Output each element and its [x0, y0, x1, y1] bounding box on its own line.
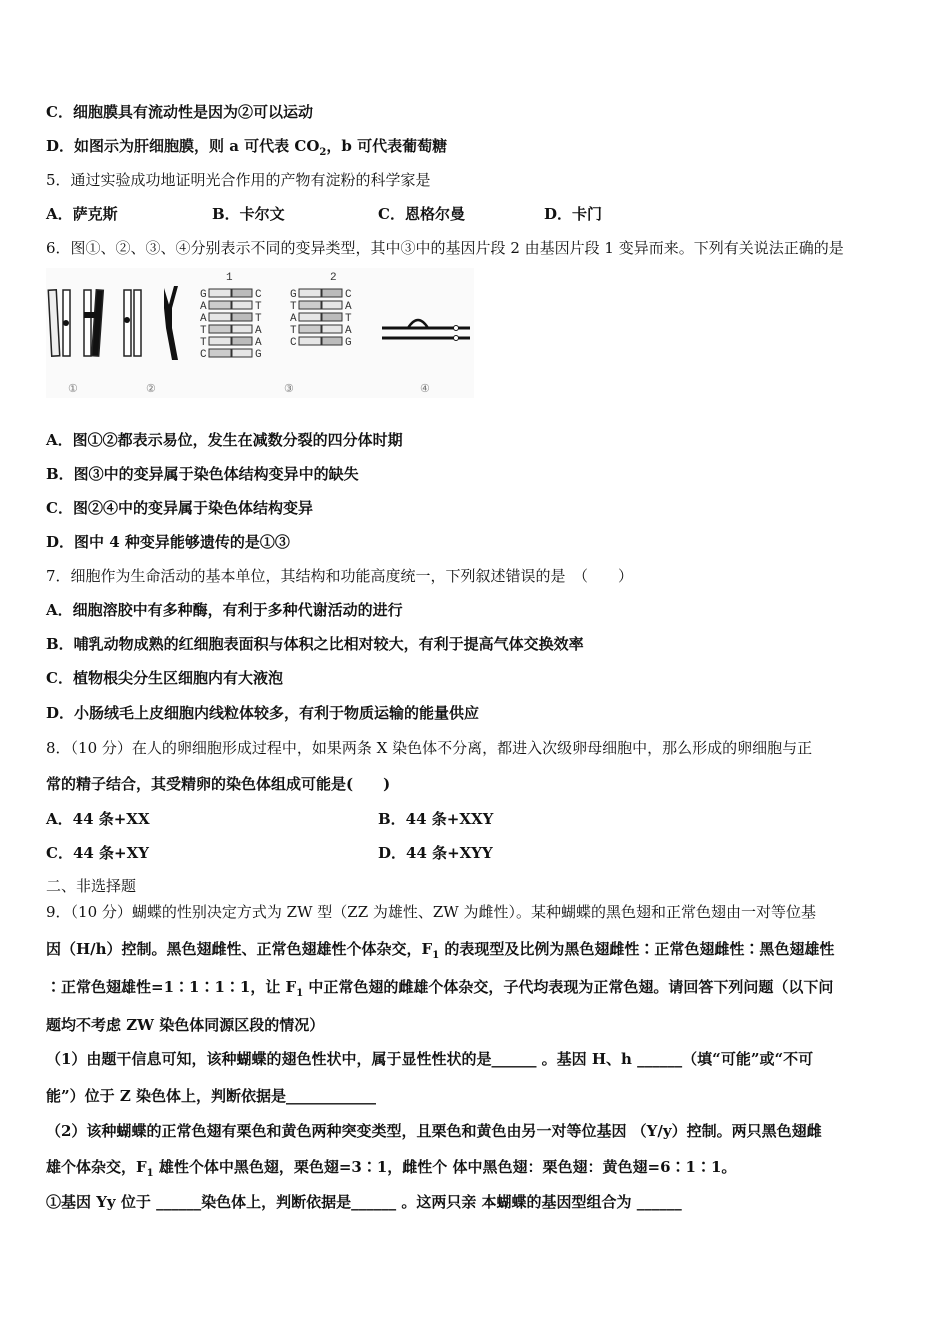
option-d-text-2: ，b 可代表葡萄糖 [326, 137, 448, 155]
question-9-part-1: （1）由题干信息可知，该种蝴蝶的翅色性状中，属于显性性状的是______ 。基因 H、h ______（填“可能”或“不可 [46, 1050, 814, 1068]
question-9-part-2-cont [46, 1157, 736, 1184]
base-block [299, 337, 321, 345]
option-d-text: D．如图示为肝细胞膜，则 a 可代表 CO [46, 137, 320, 155]
base-letter: C [255, 289, 262, 301]
subscript: 1 [146, 1168, 154, 1179]
base-letter: G [200, 289, 207, 301]
base-block [209, 301, 231, 309]
base-letter: G [290, 289, 297, 301]
figure-label-4: ④ [420, 384, 430, 396]
base-block [209, 313, 231, 321]
q7-option-a: A．细胞溶胶中有多种酶，有利于多种代谢活动的进行 [46, 601, 403, 619]
base-letter: A [345, 325, 352, 337]
subscript: 1 [296, 988, 304, 999]
base-block [232, 325, 252, 333]
base-letter: C [345, 289, 352, 301]
q8-option-c: C．44 条+XY [46, 844, 149, 862]
q6-option-a: A．图①②都表示易位，发生在减数分裂的四分体时期 [46, 431, 403, 449]
base-letter: C [290, 337, 297, 349]
base-letter: G [255, 349, 262, 361]
base-block [322, 289, 342, 297]
base-letter: T [200, 325, 207, 337]
q9-text: 因（H/h）控制。黑色翅雌性、正常色翅雄性个体杂交，F [46, 940, 433, 958]
base-letter: G [345, 337, 352, 349]
base-block [322, 337, 342, 345]
question-8-line-1: 8．（10 分）在人的卵细胞形成过程中，如果两条 X 染色体不分离，都进入次级卵母细胞中，那么形成的卵细胞与正 [46, 739, 813, 757]
option-c-line: C．细胞膜具有流动性是因为②可以运动 [46, 103, 313, 121]
base-letter: T [290, 325, 297, 337]
base-block [232, 301, 252, 309]
section-heading: 二、非选择题 [46, 877, 137, 895]
question-7: 7．细胞作为生命活动的基本单位，其结构和功能高度统一，下列叙述错误的是 （ ） [46, 567, 634, 585]
base-block [299, 325, 321, 333]
question-9-part-1-cont: 能”）位于 Z 染色体上，判断依据是____________ [46, 1087, 377, 1105]
question-6: 6．图①、②、③、④分别表示不同的变异类型，其中③中的基因片段 2 由基因片段 1 变异而来。下列有关说法正确的是 [46, 239, 844, 257]
option-d-line [46, 136, 447, 163]
q5-option-c: C．恩格尔曼 [378, 205, 465, 223]
base-block [209, 325, 231, 333]
base-block [232, 349, 252, 357]
base-letter: T [345, 313, 352, 325]
base-letter: T [200, 337, 207, 349]
base-block [299, 301, 321, 309]
q7-option-c: C．植物根尖分生区细胞内有大液泡 [46, 669, 283, 687]
base-block [232, 337, 252, 345]
question-9-line-4: 题均不考虑 ZW 染色体同源区段的情况） [46, 1016, 325, 1034]
q9-text-4: 中正常色翅的雌雄个体杂交，子代均表现为正常色翅。请回答下列问题（以下问 [303, 978, 834, 996]
q5-option-b: B．卡尔文 [212, 205, 285, 223]
subscript: 1 [432, 950, 440, 961]
base-block [322, 313, 342, 321]
q5-option-d: D．卡门 [544, 205, 603, 223]
base-letter: A [290, 313, 297, 325]
q8-option-d: D．44 条+XYY [378, 844, 493, 862]
base-letter: A [200, 313, 207, 325]
q9-text-3: ∶正常色翅雄性=1∶1∶1∶1，让 F [46, 978, 297, 996]
base-letter: A [255, 325, 262, 337]
base-letter: T [290, 301, 297, 313]
question-9-line-1: 9．（10 分）蝴蝶的性别决定方式为 ZW 型（ZZ 为雄性、ZW 为雌性）。某种蝴蝶的黑色翅和正常色翅由一对等位基 [46, 903, 816, 921]
question-9-line-2 [46, 939, 834, 966]
base-block [209, 349, 231, 357]
q8-option-b: B．44 条+XXY [378, 810, 494, 828]
q6-option-c: C．图②④中的变异属于染色体结构变异 [46, 499, 313, 517]
seg-number-1: 1 [226, 272, 233, 284]
question-9-part-2-sub: ①基因 Yy 位于 ______染色体上，判断依据是______ 。这两只亲 本蝴蝶的基因型组合为 ______ [46, 1193, 682, 1211]
q9-text-6: 雄性个体中黑色翅，栗色翅=3∶1，雌性个 体中黑色翅：栗色翅：黄色翅=6∶1∶1。 [153, 1158, 737, 1176]
base-letter: A [200, 301, 207, 313]
question-9-line-3 [46, 977, 833, 1004]
base-block [232, 289, 252, 297]
base-block [322, 301, 342, 309]
base-letter: T [255, 313, 262, 325]
base-block [209, 289, 231, 297]
question-5: 5．通过实验成功地证明光合作用的产物有淀粉的科学家是 [46, 171, 431, 189]
base-letter: A [345, 301, 352, 313]
figure-label-3: ③ [284, 384, 294, 396]
q9-text-2: 的表现型及比例为黑色翅雌性∶正常色翅雌性∶黑色翅雄性 [439, 940, 835, 958]
base-letter: C [200, 349, 207, 361]
base-block [209, 337, 231, 345]
base-letter: A [255, 337, 262, 349]
question-8-line-2: 常的精子结合，其受精卵的染色体组成可能是( ) [46, 775, 391, 793]
base-block [232, 313, 252, 321]
q6-option-d: D．图中 4 种变异能够遗传的是①③ [46, 533, 290, 551]
question-9-part-2: （2）该种蝴蝶的正常色翅有栗色和黄色两种突变类型，且栗色和黄色由另一对等位基因 （Y/y）控制。两只黑色翅雌 [46, 1122, 822, 1140]
q5-option-a: A．萨克斯 [46, 205, 118, 223]
variation-figure [46, 268, 474, 398]
figure-label-2: ② [146, 384, 156, 396]
q7-option-b: B．哺乳动物成熟的红细胞表面积与体积之比相对较大，有利于提高气体交换效率 [46, 635, 584, 653]
figure-label-1: ① [68, 384, 78, 396]
base-letter: T [255, 301, 262, 313]
q6-option-b: B．图③中的变异属于染色体结构变异中的缺失 [46, 465, 359, 483]
base-block [299, 313, 321, 321]
q7-option-d: D．小肠绒毛上皮细胞内线粒体较多，有利于物质运输的能量供应 [46, 704, 480, 722]
q9-text-5: 雄个体杂交，F [46, 1158, 147, 1176]
figure-svg [46, 268, 474, 398]
seg-number-2: 2 [330, 272, 337, 284]
base-block [299, 289, 321, 297]
base-block [322, 325, 342, 333]
subscript: 2 [319, 147, 327, 158]
q8-option-a: A．44 条+XX [46, 810, 150, 828]
